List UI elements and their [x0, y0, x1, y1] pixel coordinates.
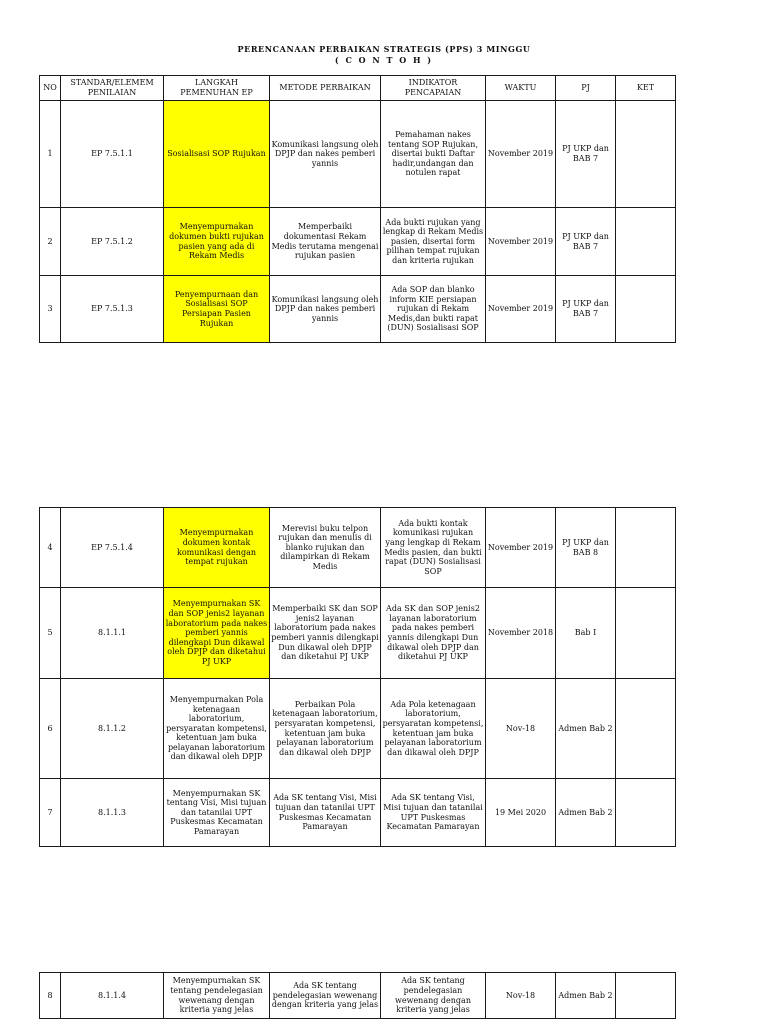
- header-ket: KET: [616, 76, 676, 101]
- document-subtitle: ( C O N T O H ): [334, 55, 434, 65]
- cell-pj: Admen Bab 2: [556, 973, 616, 1019]
- cell-waktu: November 2019: [486, 508, 556, 588]
- cell-metode: Perbaikan Pola ketenagaan laboratorium, persyaratan kompetensi, ketentuan jam buka pelayanan laboratorium dan dikawal oleh DPJP: [270, 679, 381, 779]
- cell-pj: Admen Bab 2: [556, 679, 616, 779]
- cell-ket: [616, 679, 676, 779]
- header-no: NO: [40, 76, 61, 101]
- table-row: [40, 101, 676, 208]
- cell-langkah: Menyempurnakan Pola ketenagaan laboratorium, persyaratan kompetensi, ketentuan jam buka pelayanan laboratorium dan dikawal oleh DPJP: [164, 679, 270, 779]
- cell-waktu: 19 Mei 2020: [486, 779, 556, 847]
- cell-no: 4: [40, 508, 61, 588]
- table-row: [40, 679, 676, 779]
- cell-ket: [616, 208, 676, 276]
- cell-langkah: Sosialisasi SOP Rujukan: [164, 101, 270, 208]
- cell-langkah: Menyempurnakan SK dan SOP jenis2 layanan laboratorium pada nakes pemberi yannis dilengkapi Dun dikawal oleh DPJP dan diketahui PJ UKP: [164, 588, 270, 679]
- pps-table-part-1: [39, 75, 676, 343]
- cell-pj: PJ UKP dan BAB 7: [556, 276, 616, 343]
- table-header-row: [40, 76, 676, 101]
- table-row: [40, 276, 676, 343]
- cell-indikator: Ada Pola ketenagaan laboratorium, persyaratan kompetensi, ketentuan jam buka pelayanan laboratorium dan dikawal oleh DPJP: [381, 679, 486, 779]
- header-langkah: LANGKAH PEMENUHAN EP: [164, 76, 270, 101]
- cell-ket: [616, 973, 676, 1019]
- cell-ep: EP 7.5.1.2: [61, 208, 164, 276]
- table-row: [40, 588, 676, 679]
- cell-ket: [616, 101, 676, 208]
- cell-indikator: Ada bukti kontak komunikasi rujukan yang lengkap di Rekam Medis pasien, dan bukti rapat (DUN) Sosialisasi SOP: [381, 508, 486, 588]
- cell-waktu: November 2019: [486, 276, 556, 343]
- cell-pj: PJ UKP dan BAB 7: [556, 208, 616, 276]
- table-row: [40, 208, 676, 276]
- cell-waktu: Nov-18: [486, 679, 556, 779]
- cell-no: 7: [40, 779, 61, 847]
- table-row: [40, 508, 676, 588]
- cell-indikator: Ada SK dan SOP jenis2 layanan laboratorium pada nakes pemberi yannis dilengkapi Dun dikawal oleh DPJP dan diketahui PJ UKP: [381, 588, 486, 679]
- cell-langkah: Menyempurnakan dokumen kontak komunikasi dengan tempat rujukan: [164, 508, 270, 588]
- cell-pj: PJ UKP dan BAB 8: [556, 508, 616, 588]
- header-indikator: INDIKATOR PENCAPAIAN: [381, 76, 486, 101]
- cell-ep: 8.1.1.1: [61, 588, 164, 679]
- cell-indikator: Ada SK tentang Visi, Misi tujuan dan tatanilai UPT Puskesmas Kecamatan Pamarayan: [381, 779, 486, 847]
- cell-no: 3: [40, 276, 61, 343]
- cell-no: 2: [40, 208, 61, 276]
- cell-indikator: Ada bukti rujukan yang lengkap di Rekam Medis pasien, disertai form pilihan tempat rujukan dan kriteria rujukan: [381, 208, 486, 276]
- cell-ket: [616, 588, 676, 679]
- cell-metode: Ada SK tentang pendelegasian wewenang dengan kriteria yang jelas: [270, 973, 381, 1019]
- cell-ep: 8.1.1.4: [61, 973, 164, 1019]
- cell-ep: 8.1.1.2: [61, 679, 164, 779]
- cell-langkah: Penyempurnaan dan Sosialisasi SOP Persiapan Pasien Rujukan: [164, 276, 270, 343]
- cell-langkah: Menyempurnakan SK tentang Visi, Misi tujuan dan tatanilai UPT Puskesmas Kecamatan Pamarayan: [164, 779, 270, 847]
- pps-table-part-3: [39, 972, 676, 1019]
- cell-waktu: November 2019: [486, 101, 556, 208]
- cell-indikator: Pemahaman nakes tentang SOP Rujukan, disertai bukti Daftar hadir,undangan dan notulen rapat: [381, 101, 486, 208]
- cell-waktu: Nov-18: [486, 973, 556, 1019]
- cell-ket: [616, 508, 676, 588]
- cell-no: 6: [40, 679, 61, 779]
- cell-ep: 8.1.1.3: [61, 779, 164, 847]
- cell-waktu: November 2019: [486, 208, 556, 276]
- cell-metode: Memperbaiki dokumentasi Rekam Medis terutama mengenai rujukan pasien: [270, 208, 381, 276]
- cell-langkah: Menyempurnakan SK tentang pendelegasian wewenang dengan kriteria yang jelas: [164, 973, 270, 1019]
- cell-langkah: Menyempurnakan dokumen bukti rujukan pasien yang ada di Rekam Medis: [164, 208, 270, 276]
- table-row: [40, 779, 676, 847]
- cell-metode: Komunikasi langsung oleh DPJP dan nakes pemberi yannis: [270, 101, 381, 208]
- cell-metode: Memperbaiki SK dan SOP jenis2 layanan laboratorium pada nakes pemberi yannis dilengkapi Dun dikawal oleh DPJP dan diketahui PJ UKP: [270, 588, 381, 679]
- cell-metode: Merevisi buku telpon rujukan dan menulis di blanko rujukan dan dilampirkan di Rekam Medis: [270, 508, 381, 588]
- cell-pj: Admen Bab 2: [556, 779, 616, 847]
- cell-waktu: November 2018: [486, 588, 556, 679]
- cell-ep: EP 7.5.1.3: [61, 276, 164, 343]
- cell-ep: EP 7.5.1.4: [61, 508, 164, 588]
- header-waktu: WAKTU: [486, 76, 556, 101]
- pps-table-part-2: [39, 507, 676, 847]
- cell-indikator: Ada SOP dan blanko inform KIE persiapan rujukan di Rekam Medis,dan bukti rapat (DUN) Sosialisasi SOP: [381, 276, 486, 343]
- cell-ket: [616, 779, 676, 847]
- cell-no: 5: [40, 588, 61, 679]
- cell-ket: [616, 276, 676, 343]
- document-title: PERENCANAAN PERBAIKAN STRATEGIS (PPS) 3 MINGGU: [237, 44, 531, 54]
- cell-indikator: Ada SK tentang pendelegasian wewenang dengan kriteria yang jelas: [381, 973, 486, 1019]
- cell-ep: EP 7.5.1.1: [61, 101, 164, 208]
- cell-metode: Komunikasi langsung oleh DPJP dan nakes pemberi yannis: [270, 276, 381, 343]
- cell-pj: Bab I: [556, 588, 616, 679]
- cell-no: 8: [40, 973, 61, 1019]
- cell-pj: PJ UKP dan BAB 7: [556, 101, 616, 208]
- header-pj: PJ: [556, 76, 616, 101]
- cell-no: 1: [40, 101, 61, 208]
- header-standar: STANDAR/ELEMEM PENILAIAN: [61, 76, 164, 101]
- cell-metode: Ada SK tentang Visi, Misi tujuan dan tatanilai UPT Puskesmas Kecamatan Pamarayan: [270, 779, 381, 847]
- table-row: [40, 973, 676, 1019]
- header-metode: METODE PERBAIKAN: [270, 76, 381, 101]
